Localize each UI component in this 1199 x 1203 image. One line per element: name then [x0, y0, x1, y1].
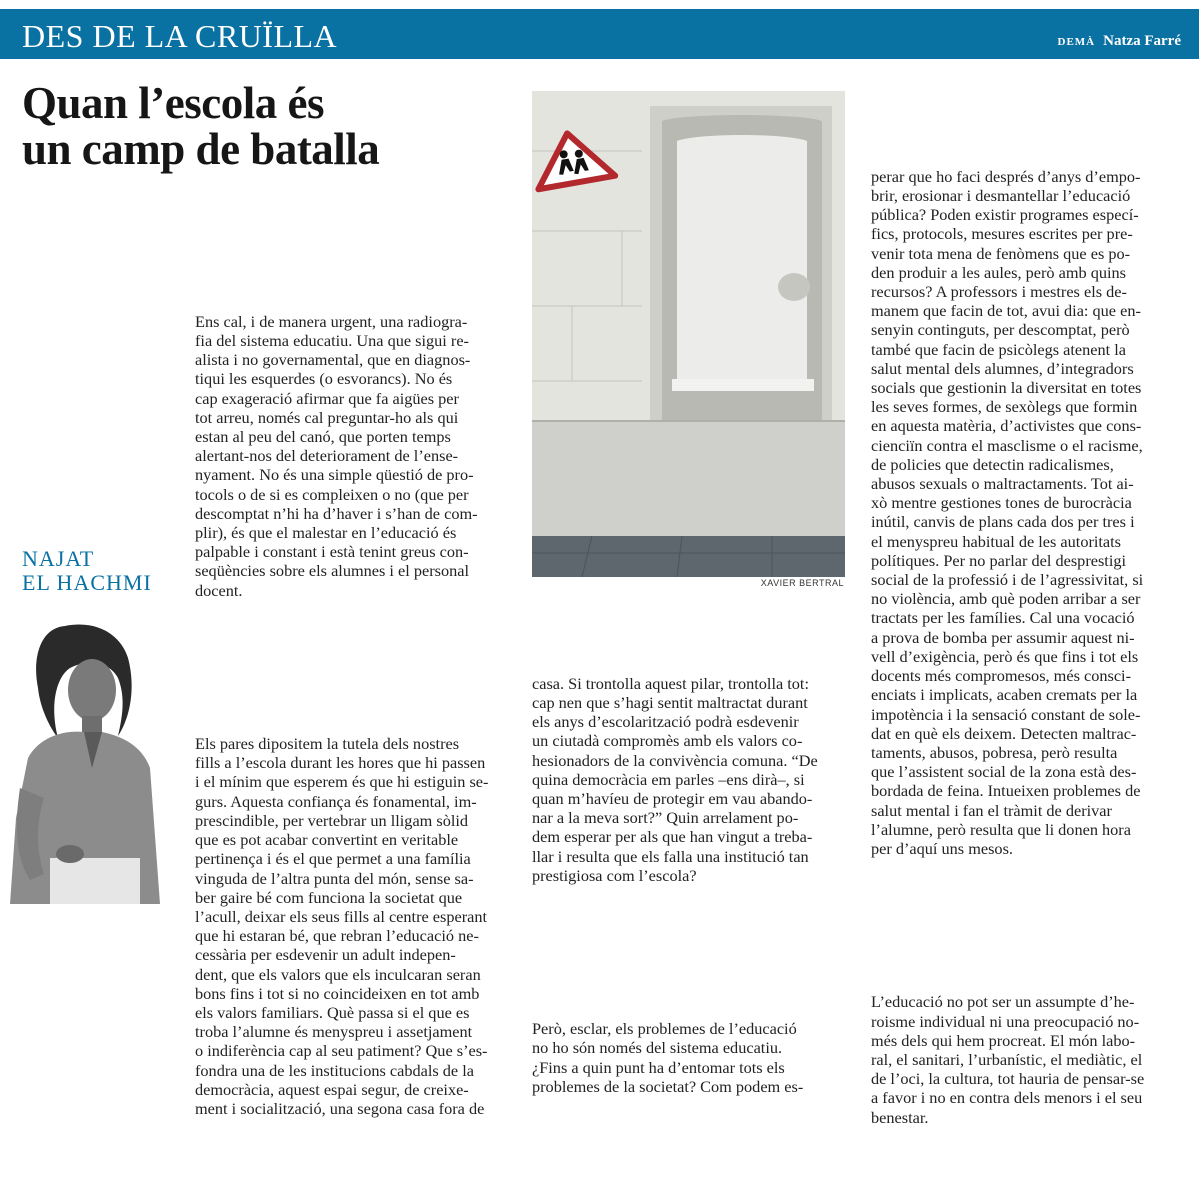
article-column-1: [195, 235, 515, 1195]
text-line: tiqui les esquerdes (o esvorancs). No és: [195, 369, 453, 389]
text-line: quan m’havíeu de protegir em vau abando-: [532, 789, 813, 809]
author-portrait: [10, 618, 160, 904]
text-line: vell d’exigència, però és que fins i tot els: [871, 646, 1139, 666]
text-line: prescindible, per vertebrar un lligam sòlid: [195, 810, 469, 830]
text-line: un ciutadà compromès amb els valors co-: [532, 731, 803, 751]
text-line: prestigiosa com l’escola?: [532, 865, 697, 885]
author-last-name: EL HACHMI: [22, 570, 152, 595]
text-line: democràcia, aquest espai segur, de creixe-: [195, 1079, 469, 1099]
text-line: xò mentre gestiones tones de burocràcia: [871, 493, 1132, 513]
text-line: de l’oci, la cultura, tot hauria de pensar-se: [871, 1069, 1145, 1089]
text-line: cienciïn contra el masclisme o el racisme,: [871, 435, 1143, 455]
text-line: en aquesta matèria, d’activistes que cons-: [871, 416, 1142, 436]
text-line: fia del sistema educatiu. Una que sigui re-: [195, 331, 469, 351]
headline: [22, 80, 522, 172]
text-line: seqüències sobre els alumnes i el personal: [195, 561, 469, 581]
photo-credit: XAVIER BERTRAL: [760, 578, 844, 588]
tomorrow-author: Natza Farré: [1103, 33, 1181, 49]
paragraph: [195, 273, 515, 638]
text-line: ment i socialització, una segona casa fora de: [195, 1098, 485, 1118]
paragraph: [871, 954, 1191, 1165]
text-line: cessària per esdevenir un adult indepen-: [195, 945, 456, 965]
paragraph: [871, 128, 1191, 896]
text-line: a favor i no en contra dels menors i el seu: [871, 1088, 1143, 1108]
text-line: que hi estaran bé, que rebran l’educació ne-: [195, 926, 479, 946]
text-line: recursos? A professors i mestres els de-: [871, 282, 1127, 302]
text-line: tocols o de si es compleixen o no (que per: [195, 484, 469, 504]
text-line: ral, el sanitari, l’urbanístic, el mediàtic, el: [871, 1049, 1143, 1069]
article-photo: [532, 91, 845, 577]
article-column-2: [532, 597, 850, 1173]
headline-line-2: un camp de batalla: [22, 124, 380, 174]
text-line: inútil, canvis de plans cada dos per tres i: [871, 512, 1135, 532]
top-margin: [0, 0, 1199, 9]
tomorrow-note: [1058, 32, 1181, 50]
text-line: l’alumne, però resulta que li donen hora: [871, 819, 1131, 839]
text-line: plir), és que el malestar en l’educació és: [195, 523, 457, 543]
text-line: el menyspreu habitual de les autoritats: [871, 531, 1122, 551]
text-line: tot arreu, només cal preguntar-ho als qui: [195, 407, 459, 427]
text-line: fondra una de les institucions cabdals de la: [195, 1060, 474, 1080]
text-line: problemes de la societat? Com podem es-: [532, 1076, 804, 1096]
text-line: també que facin de psicòlegs atenent la: [871, 339, 1126, 359]
text-line: abusos sexuals o maltractaments. Tot ai-: [871, 474, 1134, 494]
text-line: ber gaire bé com funciona la societat que: [195, 887, 463, 907]
text-line: gurs. Aquesta confiança és fonamental, im-: [195, 791, 477, 811]
text-line: brir, erosionar i desmantellar l’educació: [871, 186, 1131, 206]
tomorrow-label: DEMÀ: [1057, 36, 1096, 48]
text-line: perar que ho faci després d’anys d’empo-: [871, 166, 1141, 186]
text-line: alista i no governamental, que en diagnos-: [195, 350, 471, 370]
text-line: dent, que els valors que els inculcaran seran: [195, 964, 481, 984]
text-line: estan al peu del canó, que porten temps: [195, 427, 451, 447]
text-line: quina democràcia em parles –ens dirà–, si: [532, 769, 805, 789]
text-line: ¿Fins a quin punt ha d’entomar tots els: [532, 1057, 785, 1077]
text-line: social de la professió i de l’agressivitat, si: [871, 570, 1144, 590]
text-line: troba l’alumne és menyspreu i assetjament: [195, 1022, 473, 1042]
text-line: L’educació no pot ser un assumpte d’he-: [871, 992, 1135, 1012]
text-line: de policies que detectin radicalismes,: [871, 454, 1114, 474]
paragraph: [532, 981, 850, 1135]
author-portrait-illustration: [10, 618, 160, 904]
text-line: impotència i la sensació constant de sole-: [871, 704, 1141, 724]
text-line: descomptat n’hi ha d’haver i s’han de com-: [195, 503, 478, 523]
text-line: docents més compromesos, més consci-: [871, 666, 1131, 686]
text-line: dem esperar per als que han vingut a treba-: [532, 827, 813, 847]
text-line: salut mental dels alumnes, d’integradors: [871, 358, 1134, 378]
text-line: manem que facin de tot, avui dia: que en-: [871, 301, 1141, 321]
text-line: nyament. No és una simple qüestió de pro-: [195, 465, 474, 485]
text-line: fics, protocols, mesures escrites per pre-: [871, 224, 1133, 244]
text-line: no violència, amb què poden arribar a ser: [871, 589, 1141, 609]
text-line: casa. Si trontolla aquest pilar, trontolla tot:: [532, 673, 809, 693]
text-line: alertant-nos del deteriorament de l’ense-: [195, 446, 459, 466]
text-line: no ho són només del sistema educatiu.: [532, 1038, 783, 1058]
author-name: [22, 547, 192, 595]
paragraph: [532, 635, 850, 923]
text-line: palpable i constant i està tenint greus con-: [195, 542, 469, 562]
text-line: dat en què els deixem. Detecten maltrac-: [871, 723, 1137, 743]
text-line: pública? Poden existir programes especí-: [871, 205, 1139, 225]
text-line: docent.: [195, 580, 243, 600]
text-line: i el mínim que esperem és que hi estiguin se-: [195, 772, 489, 792]
text-line: pertinença i és el que permet a una família: [195, 849, 471, 869]
text-line: nar a la meva sort?” Quin arrelament po-: [532, 808, 799, 828]
text-line: taments, abusos, pobresa, però resulta: [871, 742, 1118, 762]
text-line: hesionadors de la convivència comuna. “De: [532, 750, 818, 770]
text-line: cap exageració afirmar que fa aigües per: [195, 388, 459, 408]
text-line: senyin continguts, per descomptat, però: [871, 320, 1130, 340]
text-line: les seves formes, de sexòlegs que formin: [871, 397, 1138, 417]
text-line: Els pares dipositem la tutela dels nostres: [195, 734, 460, 754]
text-line: que es pot acabar convertint en veritable: [195, 830, 459, 850]
school-wall-photo: [532, 91, 845, 577]
article-column-3: [871, 90, 1191, 1203]
text-line: els anys d’escolarització podrà esdevenir: [532, 712, 799, 732]
text-line: o indiferència cap al seu patiment? Que s’es-: [195, 1041, 488, 1061]
text-line: els valors familiars. Què passa si el que es: [195, 1002, 470, 1022]
text-line: enciats i implicats, acaben cremats per la: [871, 685, 1138, 705]
text-line: a prova de bomba per assumir aquest ni-: [871, 627, 1135, 647]
text-line: que l’assistent social de la zona està des-: [871, 762, 1137, 782]
text-line: bordada de feina. Intueixen problemes de: [871, 781, 1141, 801]
text-line: Però, esclar, els problemes de l’educació: [532, 1019, 797, 1039]
text-line: socials que gestionin la diversitat en totes: [871, 378, 1142, 398]
text-line: salut mental i fan el tràmit de derivar: [871, 800, 1112, 820]
section-title: DES DE LA CRUÏLLA: [22, 18, 338, 54]
text-line: bons fins i tot si no coincideixen en tot amb: [195, 983, 480, 1003]
text-line: venir tota mena de fenòmens que es po-: [871, 243, 1131, 263]
text-line: cap nen que s’hagi sentit maltractat durant: [532, 693, 808, 713]
text-line: roisme individual ni una preocupació no-: [871, 1011, 1140, 1031]
text-line: llar i resulta que els falla una institució tan: [532, 846, 809, 866]
text-line: polítiques. Per no parlar del desprestigi: [871, 550, 1127, 570]
text-line: benestar.: [871, 1107, 929, 1127]
text-line: den produir a les aules, però amb quins: [871, 262, 1127, 282]
text-line: més dels qui hem procreat. El món labo-: [871, 1030, 1136, 1050]
text-line: fills a l’escola durant les hores que hi passen: [195, 753, 486, 773]
text-line: per d’aquí uns mesos.: [871, 838, 1013, 858]
author-first-name: NAJAT: [22, 546, 95, 571]
text-line: l’acull, deixar els seus fills al centre esperant: [195, 906, 488, 926]
text-line: tractats per les famílies. Cal una vocació: [871, 608, 1135, 628]
headline-line-1: Quan l’escola és: [22, 78, 324, 128]
text-line: vinguda de l’altra punta del món, sense sa-: [195, 868, 474, 888]
text-line: Ens cal, i de manera urgent, una radiogra-: [195, 311, 468, 331]
paragraph: [195, 696, 515, 1157]
